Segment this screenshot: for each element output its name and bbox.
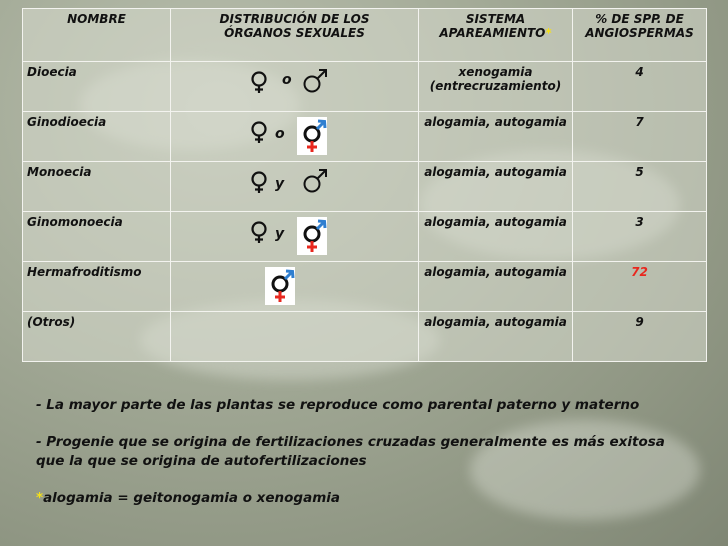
organ-distribution xyxy=(171,262,419,312)
table-row xyxy=(23,62,707,112)
hermaphrodite-symbol-icon xyxy=(297,117,327,155)
hermaphrodite-symbol-icon xyxy=(297,217,327,255)
mating-system: alogamia, autogamia xyxy=(419,262,573,312)
header-sistema: SISTEMA APAREAMIENTO* xyxy=(419,9,573,62)
species-percent: 9 xyxy=(573,312,707,362)
mating-system: alogamia, autogamia xyxy=(419,212,573,262)
table-row xyxy=(23,262,707,312)
table-row xyxy=(23,162,707,212)
species-percent: 3 xyxy=(573,212,707,262)
organ-distribution xyxy=(171,112,419,162)
organ-distribution xyxy=(171,62,419,112)
row-name: Ginomonoecia xyxy=(23,212,171,262)
row-name: Hermafroditismo xyxy=(23,262,171,312)
female-symbol-icon xyxy=(248,221,270,243)
female-symbol-icon xyxy=(248,121,270,143)
species-percent-highlight: 72 xyxy=(573,262,707,312)
conjunction: y xyxy=(275,176,285,192)
organ-distribution xyxy=(171,162,419,212)
organ-distribution xyxy=(171,212,419,262)
header-distribucion: DISTRIBUCIÓN DE LOS ÓRGANOS SEXUALES xyxy=(171,9,419,62)
species-percent: 4 xyxy=(573,62,707,112)
conjunction: o xyxy=(275,126,285,142)
conjunction: o xyxy=(282,72,292,88)
male-symbol-icon xyxy=(301,167,329,195)
row-name: (Otros) xyxy=(23,312,171,362)
male-symbol-icon xyxy=(301,67,329,95)
mating-system: alogamia, autogamia xyxy=(419,312,573,362)
female-symbol-icon xyxy=(248,71,270,93)
mating-system: alogamia, autogamia xyxy=(419,162,573,212)
row-name: Dioecia xyxy=(23,62,171,112)
hermaphrodite-symbol-icon xyxy=(265,267,295,305)
reproductive-systems-table xyxy=(22,8,707,362)
organ-distribution xyxy=(171,312,419,362)
table-row xyxy=(23,212,707,262)
table-row xyxy=(23,112,707,162)
table-header-row xyxy=(23,9,707,62)
table-row xyxy=(23,312,707,362)
mating-system: xenogamia (entrecruzamiento) xyxy=(419,62,573,112)
species-percent: 7 xyxy=(573,112,707,162)
female-symbol-icon xyxy=(248,171,270,193)
conjunction: y xyxy=(275,226,285,242)
note-3: *alogamia = geitonogamia o xenogamia xyxy=(36,490,341,506)
note-2: - Progenie que se origina de fertilizaciones cruzadas generalmente es más exitosa que la que se origina de autofertilizaciones xyxy=(36,434,665,469)
mating-system: alogamia, autogamia xyxy=(419,112,573,162)
header-star: * xyxy=(545,26,552,40)
footnote-star: * xyxy=(36,490,44,506)
note-1: - La mayor parte de las plantas se reproduce como parental paterno y materno xyxy=(36,397,640,413)
header-nombre: NOMBRE xyxy=(23,9,171,62)
notes xyxy=(36,396,696,508)
species-percent: 5 xyxy=(573,162,707,212)
row-name: Monoecia xyxy=(23,162,171,212)
header-porcentaje: % DE SPP. DE ANGIOSPERMAS xyxy=(573,9,707,62)
row-name: Ginodioecia xyxy=(23,112,171,162)
